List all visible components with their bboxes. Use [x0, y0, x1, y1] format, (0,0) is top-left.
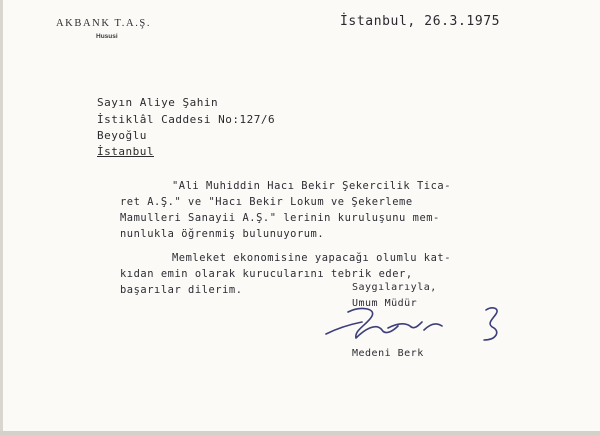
paper-edge-bottom	[0, 431, 600, 435]
closing-salutation: Saygılarıyla,	[352, 282, 437, 293]
recipient-city: İstanbul	[97, 145, 154, 158]
paragraph-1-line-2: ret A.Ş." ve "Hacı Bekir Lokum ve Şekerleme	[120, 196, 413, 208]
recipient-name: Sayın Aliye Şahin	[97, 96, 219, 109]
paragraph-1-line-3: Mamulleri Sanayii A.Ş." lerinin kuruluşunu mem-	[120, 212, 440, 224]
dateline: İstanbul, 26.3.1975	[340, 14, 501, 29]
bank-letterhead: AKBANK T.A.Ş.	[56, 18, 152, 29]
letterhead-subtitle: Hususi	[96, 33, 118, 40]
paragraph-2-line-3: başarılar dilerim.	[120, 284, 243, 296]
paragraph-2-line-2: kıdan emin olarak kurucularını tebrik eder,	[120, 268, 413, 280]
signer-title: Umum Müdür	[352, 298, 418, 309]
signer-name: Medeni Berk	[352, 348, 424, 359]
recipient-district: Beyoğlu	[97, 129, 147, 142]
paragraph-2-line-1: Memleket ekonomisine yapacağı olumlu kat-	[172, 252, 452, 264]
recipient-street: İstiklâl Caddesi No:127/6	[97, 113, 276, 126]
handwritten-signature	[318, 300, 528, 345]
paragraph-1-line-4: nunlukla öğrenmiş bulunuyorum.	[120, 228, 325, 240]
paragraph-1-line-1: "Ali Muhiddin Hacı Bekir Şekercilik Tica-	[172, 180, 452, 192]
paper-edge	[0, 0, 3, 435]
